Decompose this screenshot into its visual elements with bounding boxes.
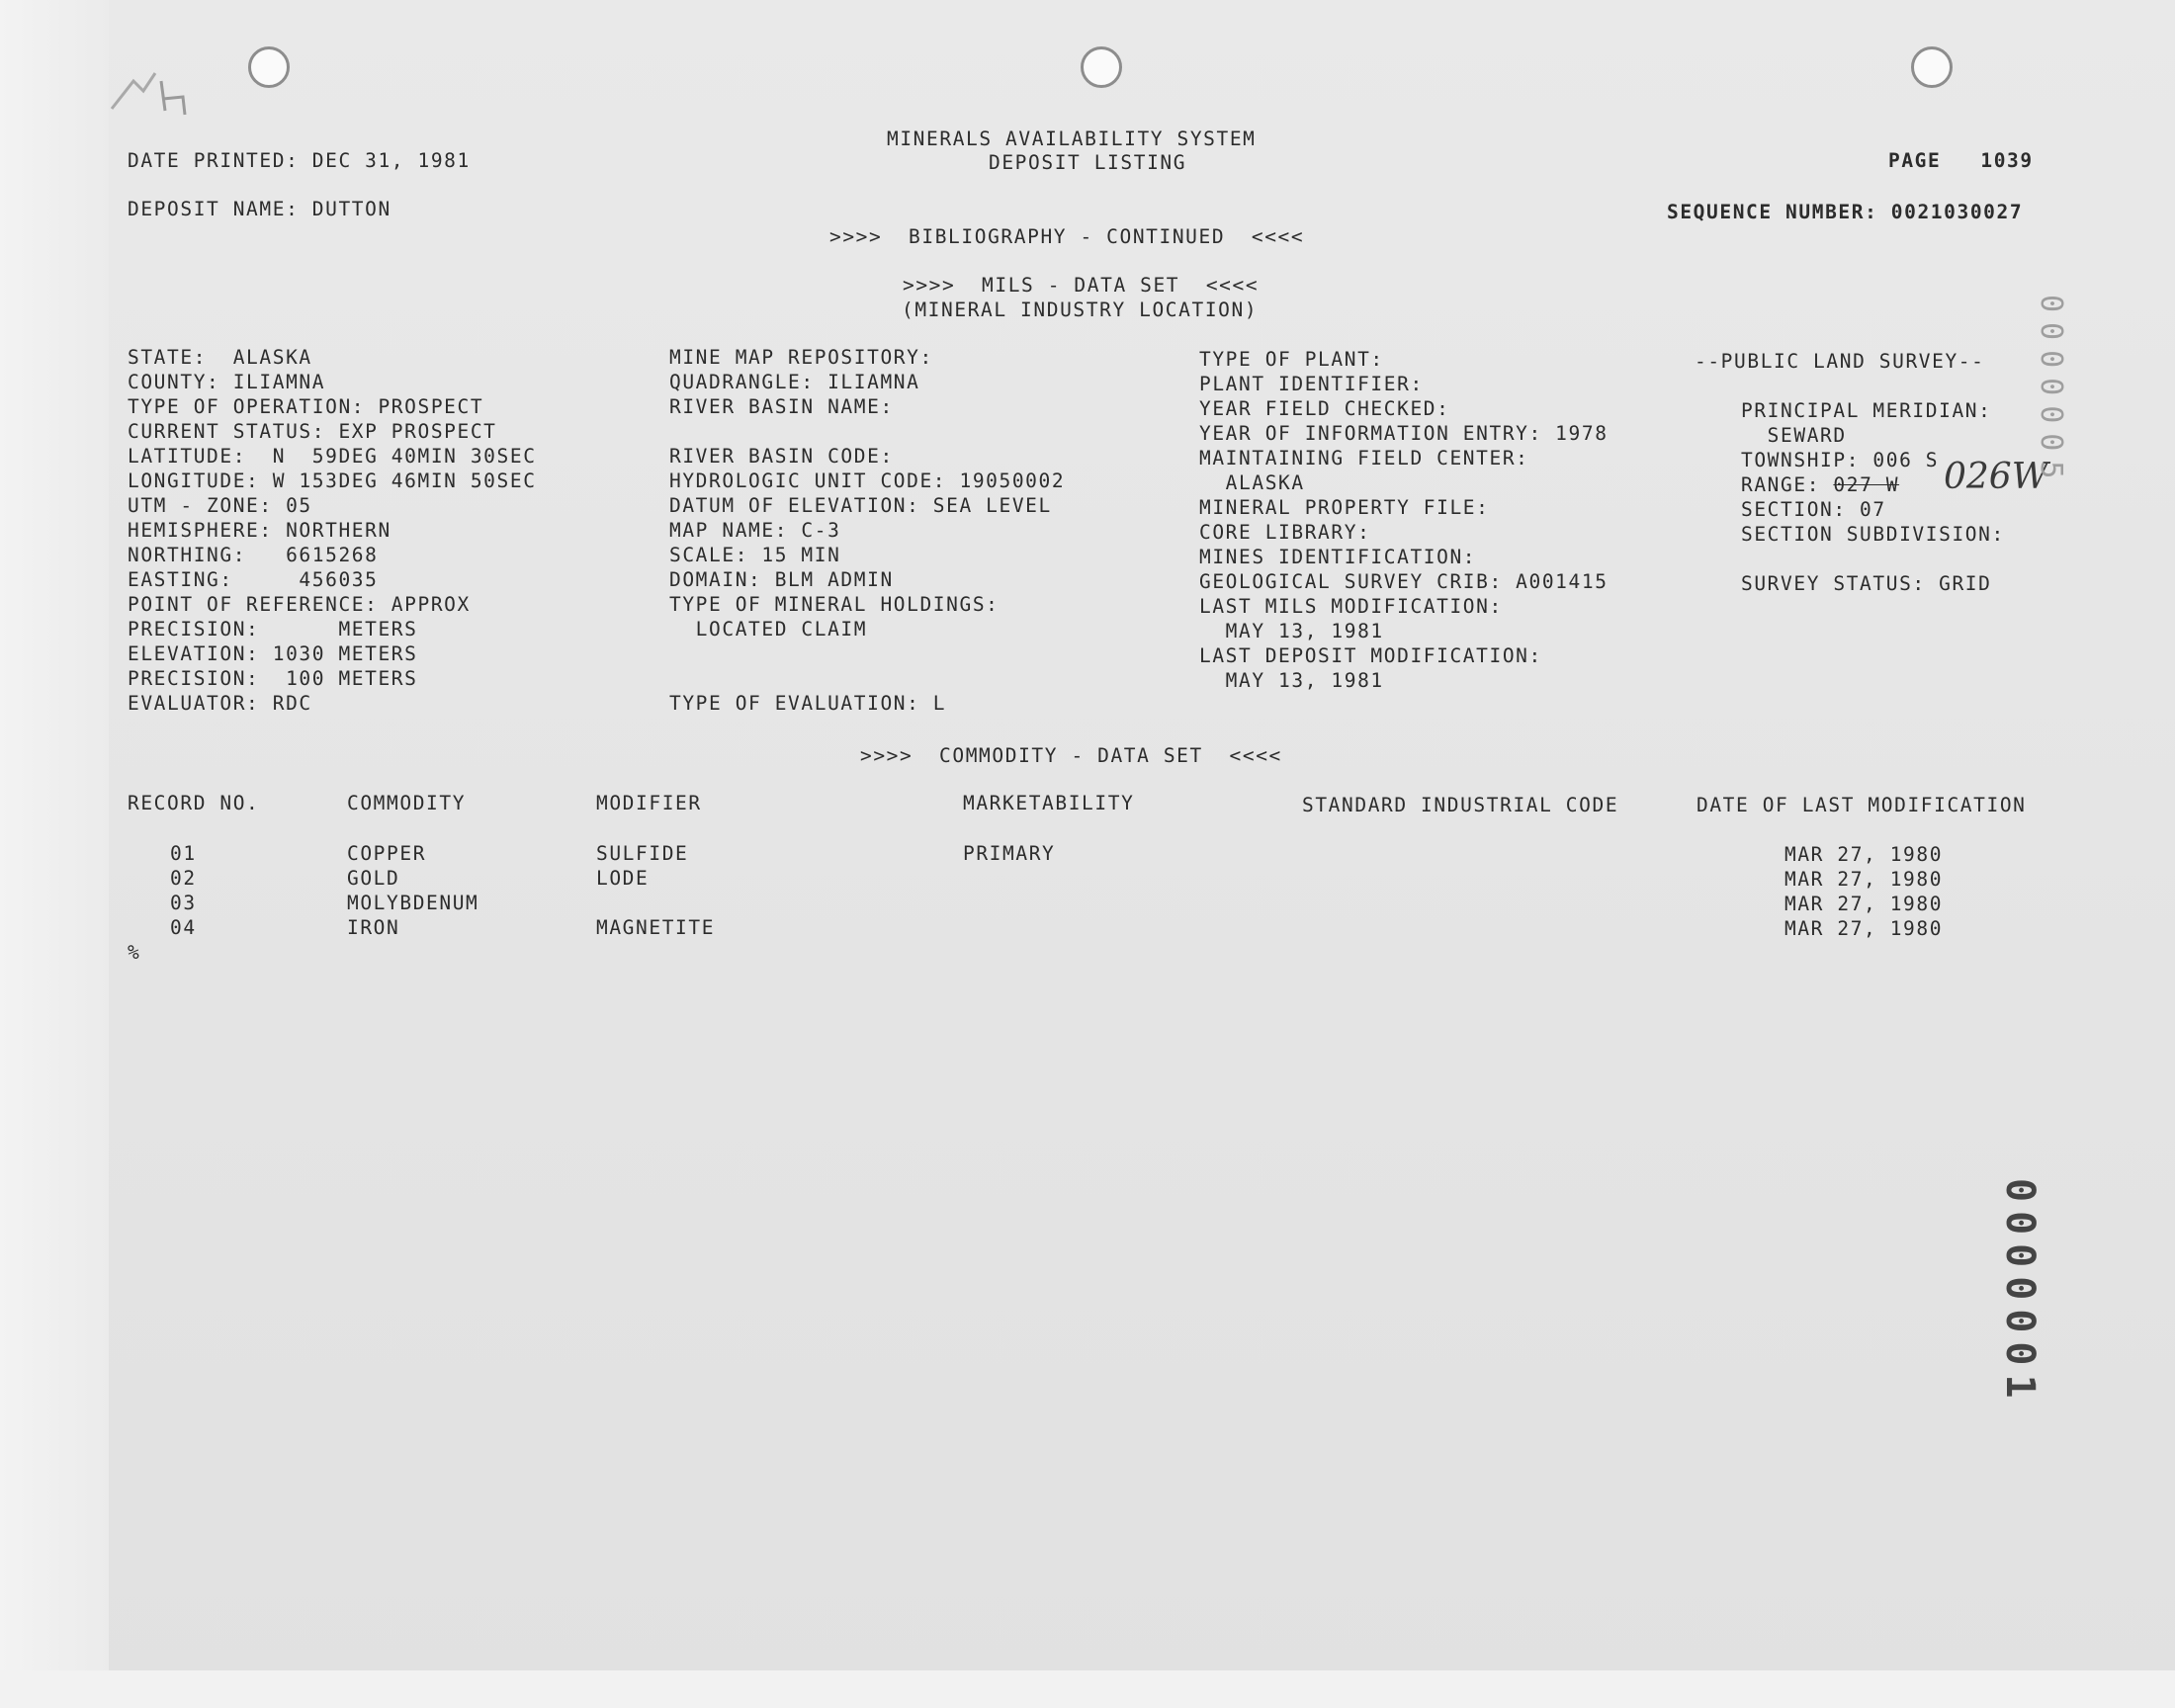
modification-date: MAR 27, 1980 xyxy=(1784,843,1944,866)
record-no: 03 xyxy=(170,892,197,914)
col3-line: MINES IDENTIFICATION: xyxy=(1199,546,1477,568)
datum-of-elevation: DATUM OF ELEVATION: SEA LEVEL xyxy=(669,494,1052,517)
col3-line: MINERAL PROPERTY FILE: xyxy=(1199,496,1490,519)
survey-status: SURVEY STATUS: GRID xyxy=(1741,572,1992,595)
record-no: 01 xyxy=(170,842,197,865)
col1-line: TYPE OF OPERATION: PROSPECT xyxy=(128,395,484,418)
record-no: 02 xyxy=(170,867,197,890)
col1-line: LONGITUDE: W 153DEG 46MIN 50SEC xyxy=(128,470,537,492)
public-land-survey-heading: --PUBLIC LAND SURVEY-- xyxy=(1695,350,1985,373)
page-bottom-edge xyxy=(0,1670,2175,1708)
range-struck-value: 027 W xyxy=(1833,473,1900,496)
corner-scribble xyxy=(104,61,213,121)
punch-hole-center xyxy=(1081,46,1122,88)
river-basin-name: RIVER BASIN NAME: xyxy=(669,395,894,418)
bibliography-heading: >>>> BIBLIOGRAPHY - CONTINUED <<<< xyxy=(829,225,1305,248)
hydrologic-unit-code: HYDROLOGIC UNIT CODE: 19050002 xyxy=(669,470,1066,492)
col1-line: PRECISION: 100 METERS xyxy=(128,667,418,690)
range-label: RANGE: xyxy=(1741,473,1834,496)
header-date-of-last-modification: DATE OF LAST MODIFICATION xyxy=(1696,794,2027,816)
header-record-no: RECORD NO. xyxy=(128,792,260,814)
commodity-name: IRON xyxy=(347,916,400,939)
date-printed: DATE PRINTED: DEC 31, 1981 xyxy=(128,149,471,172)
mils-subtitle: (MINERAL INDUSTRY LOCATION) xyxy=(902,299,1259,321)
map-name: MAP NAME: C-3 xyxy=(669,519,841,542)
modification-date: MAR 27, 1980 xyxy=(1784,893,1944,915)
col3-line: MAY 13, 1981 xyxy=(1199,620,1384,642)
domain: DOMAIN: BLM ADMIN xyxy=(669,568,894,591)
section-subdivision: SECTION SUBDIVISION: xyxy=(1741,523,2005,546)
river-basin-code: RIVER BASIN CODE: xyxy=(669,445,894,468)
commodity-name: GOLD xyxy=(347,867,400,890)
modification-date: MAR 27, 1980 xyxy=(1784,868,1944,891)
modification-date: MAR 27, 1980 xyxy=(1784,917,1944,940)
col1-line: EVALUATOR: RDC xyxy=(128,692,312,715)
mine-map-repository: MINE MAP REPOSITORY: xyxy=(669,346,933,369)
col1-line: PRECISION: METERS xyxy=(128,618,418,640)
quadrangle: QUADRANGLE: ILIAMNA xyxy=(669,371,920,393)
col1-line: CURRENT STATUS: EXP PROSPECT xyxy=(128,420,497,443)
modifier: MAGNETITE xyxy=(596,916,716,939)
located-claim: LOCATED CLAIM xyxy=(669,618,868,640)
type-of-evaluation: TYPE OF EVALUATION: L xyxy=(669,692,947,715)
meridian-value: SEWARD xyxy=(1741,424,1847,447)
type-of-mineral-holdings: TYPE OF MINERAL HOLDINGS: xyxy=(669,593,1000,616)
section: SECTION: 07 xyxy=(1741,498,1886,521)
frame-number-stamp-upper: 0000005 xyxy=(2034,295,2068,489)
col1-line: UTM - ZONE: 05 xyxy=(128,494,312,517)
mils-heading: >>>> MILS - DATA SET <<<< xyxy=(903,274,1260,297)
record-no: 04 xyxy=(170,916,197,939)
col3-line: TYPE OF PLANT: xyxy=(1199,348,1384,371)
col3-line: GEOLOGICAL SURVEY CRIB: A001415 xyxy=(1199,570,1609,593)
page-number: PAGE 1039 xyxy=(1888,149,2034,172)
col1-line: STATE: ALASKA xyxy=(128,346,312,369)
marketability: PRIMARY xyxy=(963,842,1056,865)
header-standard-industrial-code: STANDARD INDUSTRIAL CODE xyxy=(1302,794,1619,816)
col1-line: HEMISPHERE: NORTHERN xyxy=(128,519,392,542)
principal-meridian: PRINCIPAL MERIDIAN: xyxy=(1741,399,1992,422)
col1-line: EASTING: 456035 xyxy=(128,568,379,591)
col3-line: LAST DEPOSIT MODIFICATION: xyxy=(1199,644,1542,667)
page-edge-shadow xyxy=(0,0,109,1708)
end-marker: % xyxy=(128,941,141,964)
deposit-name: DEPOSIT NAME: DUTTON xyxy=(128,198,392,220)
col1-line: ELEVATION: 1030 METERS xyxy=(128,642,418,665)
header-marketability: MARKETABILITY xyxy=(963,792,1135,814)
header-modifier: MODIFIER xyxy=(596,792,702,814)
col3-line: MAINTAINING FIELD CENTER: xyxy=(1199,447,1529,470)
modifier: SULFIDE xyxy=(596,842,689,865)
col3-line: YEAR FIELD CHECKED: xyxy=(1199,397,1450,420)
scale: SCALE: 15 MIN xyxy=(669,544,841,566)
range xyxy=(1741,473,1899,497)
punch-hole-left xyxy=(248,46,290,88)
punch-hole-right xyxy=(1911,46,1953,88)
col1-line: POINT OF REFERENCE: APPROX xyxy=(128,593,471,616)
commodity-name: MOLYBDENUM xyxy=(347,892,479,914)
col3-line: PLANT IDENTIFIER: xyxy=(1199,373,1424,395)
range-handwritten-correction: 026W xyxy=(1944,457,2048,497)
modifier: LODE xyxy=(596,867,650,890)
col3-line: MAY 13, 1981 xyxy=(1199,669,1384,692)
frame-number-stamp-lower: 0000001 xyxy=(1997,1178,2043,1408)
commodity-name: COPPER xyxy=(347,842,427,865)
col3-line: LAST MILS MODIFICATION: xyxy=(1199,595,1503,618)
header-commodity: COMMODITY xyxy=(347,792,467,814)
col3-line: CORE LIBRARY: xyxy=(1199,521,1371,544)
system-title: MINERALS AVAILABILITY SYSTEM xyxy=(887,128,1257,150)
commodity-heading: >>>> COMMODITY - DATA SET <<<< xyxy=(860,744,1282,767)
township: TOWNSHIP: 006 S xyxy=(1741,449,1940,471)
listing-title: DEPOSIT LISTING xyxy=(989,151,1187,174)
col3-line: YEAR OF INFORMATION ENTRY: 1978 xyxy=(1199,422,1609,445)
col1-line: COUNTY: ILIAMNA xyxy=(128,371,326,393)
sequence-number: SEQUENCE NUMBER: 0021030027 xyxy=(1667,201,2024,223)
col1-line: NORTHING: 6615268 xyxy=(128,544,379,566)
col1-line: LATITUDE: N 59DEG 40MIN 30SEC xyxy=(128,445,537,468)
col3-line: ALASKA xyxy=(1199,471,1305,494)
